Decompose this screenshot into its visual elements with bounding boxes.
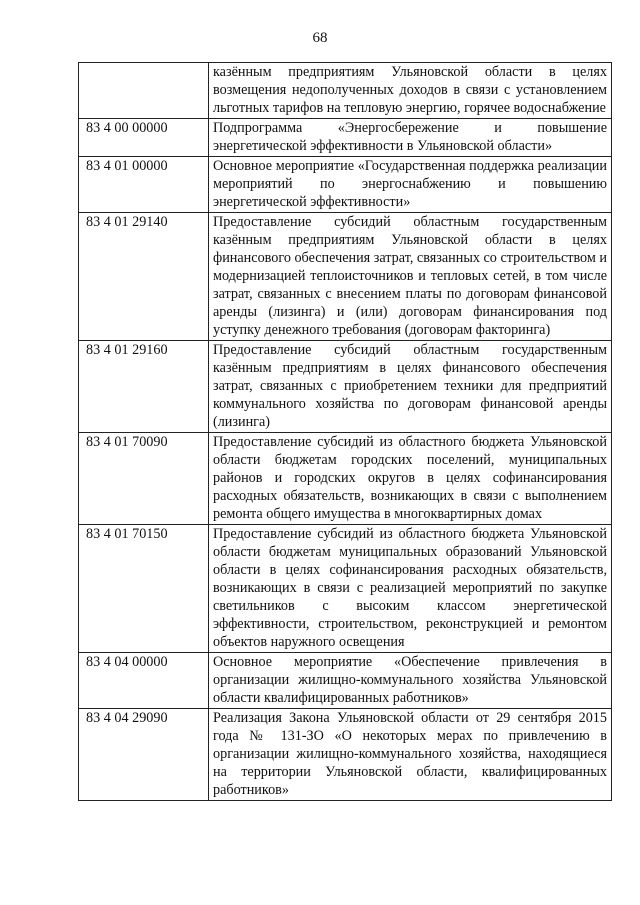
row-code: 83 4 00 00000 [79, 119, 209, 157]
table-row [79, 119, 612, 157]
row-code: 83 4 04 00000 [79, 653, 209, 709]
row-description: Подпрограмма «Энергосбережение и повышение энергетической эффективности в Ульяновской области» [209, 119, 612, 157]
row-description: Предоставление субсидий областным государственным казённым предприятиям Ульяновской области в целях финансового обеспечения затрат, связанных со строительством и модернизацией теплоисточников и тепловых сетей, в том числе затрат, связанных с внесением платы по договорам финансовой аренды (лизинга) и (или) договорам финансирования под уступку денежного требования (договорам факторинга) [209, 213, 612, 341]
table-row [79, 653, 612, 709]
table-row [79, 525, 612, 653]
table-row [79, 709, 612, 801]
row-code: 83 4 01 70150 [79, 525, 209, 653]
row-description: Предоставление субсидий из областного бюджета Ульяновской области бюджетам муниципальных образований Ульяновской области в целях софинансирования расходных обязательств, возникающих в связи с реализацией мероприятий по закупке светильников с высоким классом энергетической эффективности, строительством, реконструкцией и ремонтом объектов наружного освещения [209, 525, 612, 653]
row-code: 83 4 01 29140 [79, 213, 209, 341]
budget-code-table [78, 62, 612, 801]
row-code: 83 4 01 00000 [79, 157, 209, 213]
row-code: 83 4 01 29160 [79, 341, 209, 433]
row-code: 83 4 01 70090 [79, 433, 209, 525]
row-code: 83 4 04 29090 [79, 709, 209, 801]
row-description: Предоставление субсидий областным государственным казённым предприятиям в целях финансового обеспечения затрат, связанных с приобретением техники для предприятий коммунального хозяйства по договорам финансовой аренды (лизинга) [209, 341, 612, 433]
row-description: Основное мероприятие «Обеспечение привлечения в организации жилищно-коммунального хозяйства Ульяновской области квалифицированных работников» [209, 653, 612, 709]
table-row [79, 63, 612, 119]
table-row [79, 433, 612, 525]
table-row [79, 341, 612, 433]
row-description: казённым предприятиям Ульяновской области в целях возмещения недополученных доходов в связи с установлением льготных тарифов на тепловую энергию, горячее водоснабжение [209, 63, 612, 119]
row-description: Основное мероприятие «Государственная поддержка реализации мероприятий по энергоснабжению и повышению энергетической эффективности» [209, 157, 612, 213]
row-description: Предоставление субсидий из областного бюджета Ульяновской области бюджетам городских поселений, муниципальных районов и городских округов в целях софинансирования расходных обязательств, возникающих в связи с выполнением ремонта общего имущества в многоквартирных домах [209, 433, 612, 525]
table-row [79, 157, 612, 213]
row-code [79, 63, 209, 119]
page-number: 68 [312, 30, 328, 46]
row-description: Реализация Закона Ульяновской области от 29 сентября 2015 года № 131-ЗО «О некоторых мерах по привлечению в организации жилищно-коммунального хозяйства, находящиеся на территории Ульяновской области, квалифицированных работников» [209, 709, 612, 801]
table-row [79, 213, 612, 341]
